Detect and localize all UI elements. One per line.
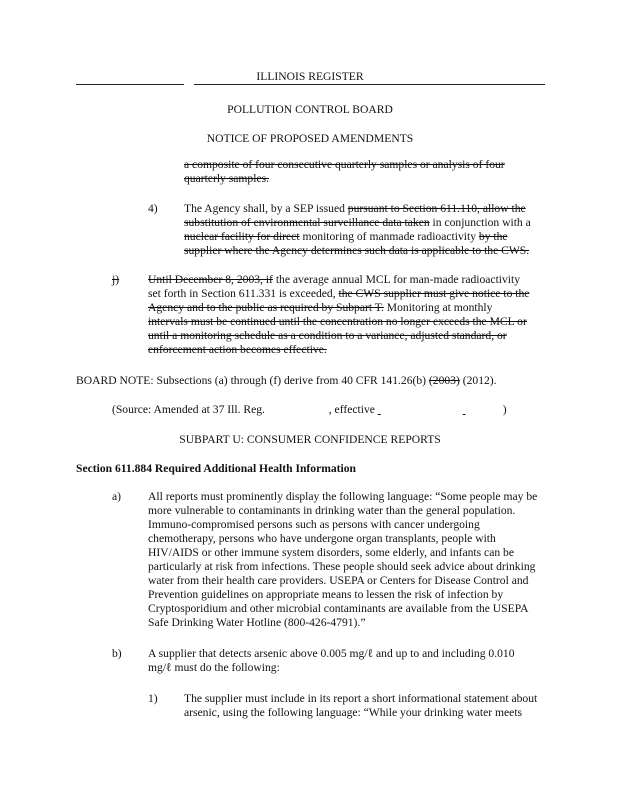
item-4-l3-b: monitoring of manmade radioactivity [299,230,479,243]
board-note-tail: (2012). [459,374,497,387]
board-note-struck: (2003) [428,374,460,387]
para-a-line-10: Safe Drinking Water Hotline (800-426-4791).” [148,616,366,629]
item-4-l2-b: in conjunction with a [429,216,531,229]
item-j-label: j) [112,273,120,286]
para-b-line-2: mg/ℓ must do the following: [148,661,280,674]
item-j-l2-a: set forth in Section 611.331 is exceeded, [148,287,339,300]
item-j-l4-a: intervals must be continued until [148,315,300,328]
para-a-line-8: Prevention guidelines on appropriate means to lessen the risk of infection by [148,588,504,601]
para-a-label: a) [112,490,122,503]
item-4-l1-a: The Agency shall, by a SEP issued [184,202,348,215]
source-date-blank [378,403,460,417]
board-title: POLLUTION CONTROL BOARD [227,103,393,116]
source-close: ) [502,403,507,416]
para-a-line-9: Cryptosporidium and other microbial contaminants are available from the USEPA [148,602,529,615]
para-a-line-3: Immuno-compromised persons such as persons with cancer undergoing [148,518,480,531]
header-rule-left [76,84,184,85]
para-a-line-4: chemotherapy, persons who have undergone organ transplants, people with [148,532,496,545]
board-note-text: BOARD NOTE: Subsections (a) through (f) derive from 40 CFR 141.26(b) [76,374,429,387]
subpart-heading: SUBPART U: CONSUMER CONFIDENCE REPORTS [179,433,441,446]
para-a-line-5: HIV/AIDS or other immune system disorders, some elderly, and infants can be [148,546,514,559]
source-line [112,403,507,417]
item-4-line-1 [184,202,526,216]
item-j-l1-a: Until December 8, 2003, if [148,273,273,286]
item-j-line-6: enforcement action becomes effective. [148,343,327,356]
item-4-line-2 [184,216,531,230]
top-text-line-2: quarterly samples. [184,172,269,185]
item-j-l2-b: the CWS supplier must give notice to the [338,287,530,300]
item-4-l1-b: pursuant to Section 611.110, allow the [347,202,526,215]
item-4-label: 4) [148,202,158,215]
item-j-l3-b: Monitoring at monthly [383,301,493,314]
para-b1-line-2: arsenic, using the following language: “While your drinking water meets [184,706,523,719]
para-b-label: b) [112,647,122,660]
para-a-line-6: particularly at risk from infections. These people should seek advice about drinking [148,560,536,573]
item-j-line-2 [148,287,529,301]
item-4-line-3 [184,230,508,244]
item-j-line-4 [148,315,527,329]
para-b1-label: 1) [148,692,158,705]
item-j-l4-b: the concentration no longer exceeds the MCL or [299,315,527,328]
item-j-l3-a: Agency and to the public as required by Subpart T. [148,301,384,314]
item-j-line-5: until a monitoring schedule as a condition to a variance, adjusted standard, or [148,329,507,342]
item-j-line-3 [148,301,492,315]
item-4-l3-c: by the [478,230,508,243]
notice-title: NOTICE OF PROPOSED AMENDMENTS [206,132,414,145]
para-b1-line-1: The supplier must include in its report a short informational statement about [184,692,538,705]
item-4-line-4 [184,244,529,258]
item-4-l2: substitution of environmental surveillance data taken [184,216,430,229]
source-effective: , effective [328,403,378,416]
item-4-l4-b: determines such data is applicable to the CWS. [310,244,530,257]
item-j-line-1 [148,273,520,287]
source-date-blank-2 [463,403,503,417]
item-4-l3-a: nuclear facility for direct [184,230,300,243]
para-b-line-1: A supplier that detects arsenic above 0.005 mg/ℓ and up to and including 0.010 [148,647,515,660]
item-j-l1-b: the average annual MCL for man-made radioactivity [272,273,521,286]
para-a-line-2: more vulnerable to contaminants in drinking water than the general population. [148,504,516,517]
item-4-l4-a: supplier where the Agency [184,244,311,257]
header-rule-right [194,84,545,85]
section-heading: Section 611.884 Required Additional Health Information [76,462,356,475]
register-title: ILLINOIS REGISTER [256,70,364,83]
para-a-line-7: water from their health care providers. USEPA or Centers for Disease Control and [148,574,529,587]
top-text-line-1: a composite of four consecutive quarterly samples or analysis of four [184,158,505,171]
para-a-line-1: All reports must prominently display the following language: “Some people may be [148,490,538,503]
board-note [76,374,497,388]
source-amended: (Source: Amended at 37 Ill. Reg. [112,403,268,416]
